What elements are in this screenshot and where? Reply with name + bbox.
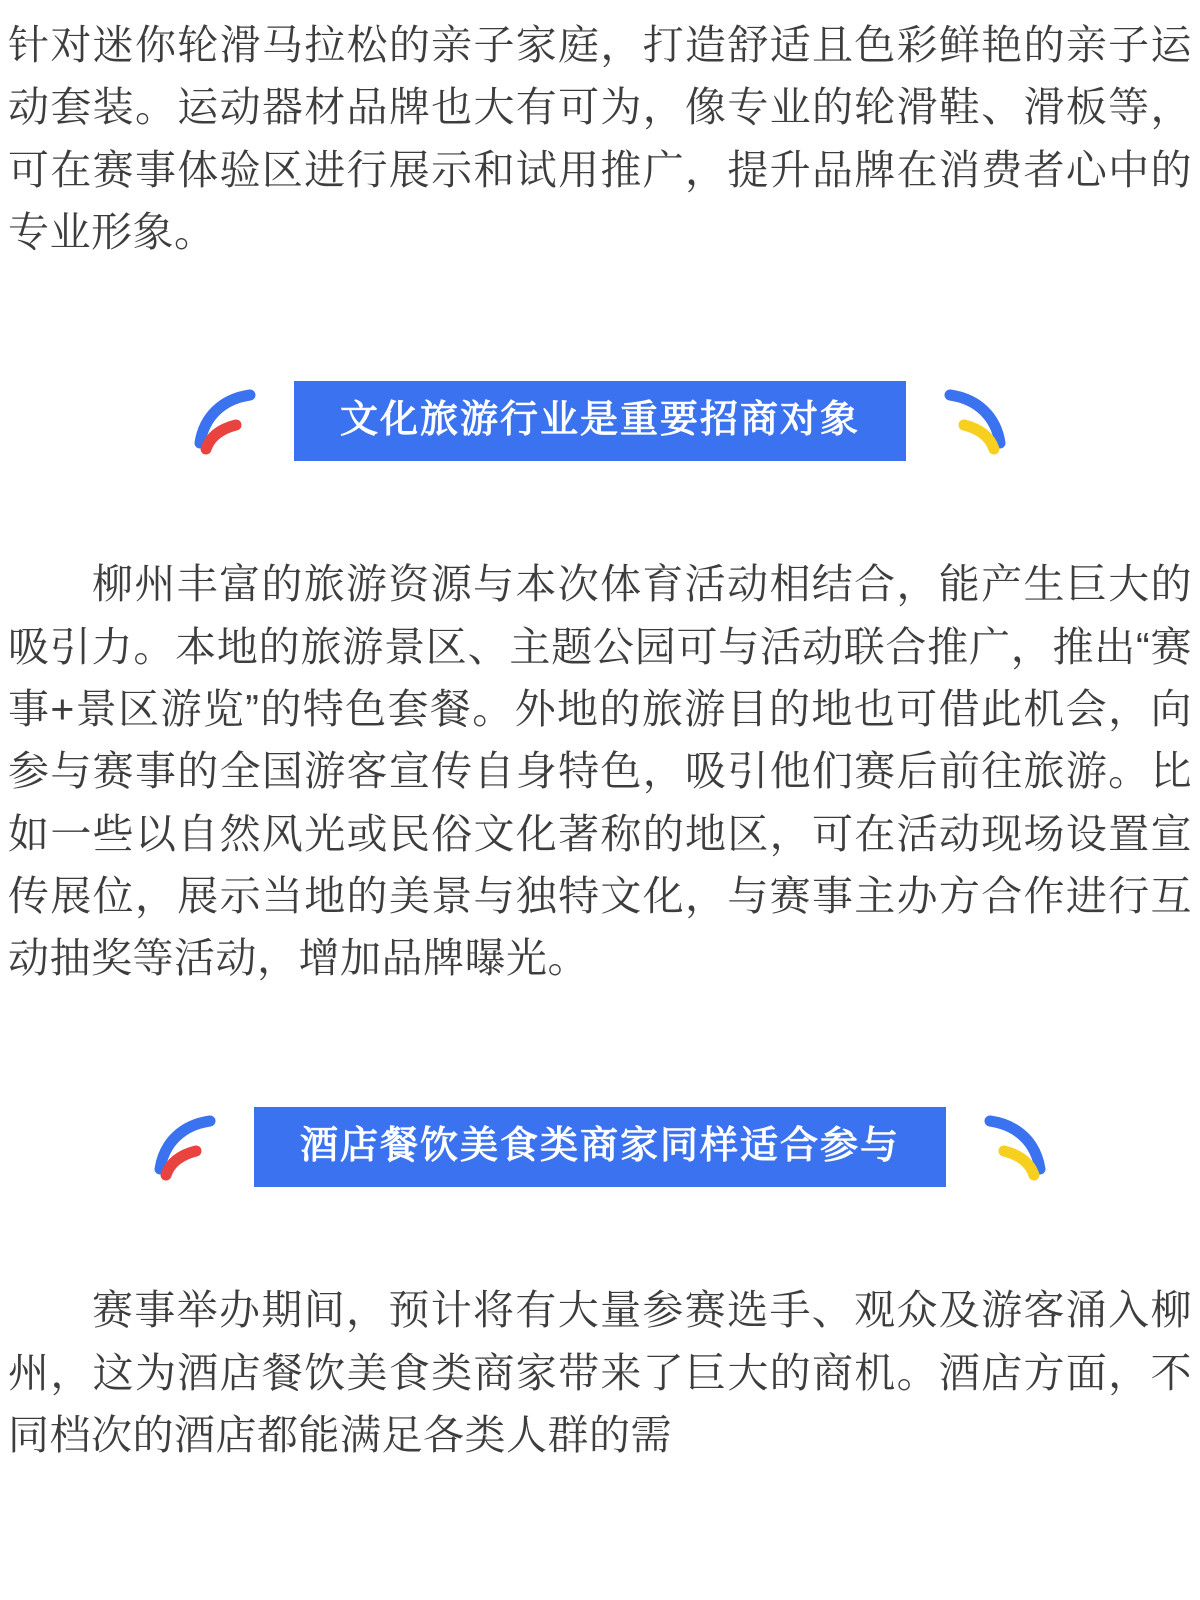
heading-2-label: 酒店餐饮美食类商家同样适合参与 [254,1107,946,1187]
spacer-after-heading-2 [0,1187,1200,1279]
swoosh-left-icon [192,385,268,457]
paragraph-tourism-resources: 柳州丰富的旅游资源与本次体育活动相结合，能产生巨大的吸引力。本地的旅游景区、主题公园可与活动联合推广，推出“赛事+景区游览”的特色套餐。外地的旅游目的地也可借此机会，向参与赛事的全国游客宣传自身特色，吸引他们赛后前往旅游。比如一些以自然风光或民俗文化著称的地区，可在活动现场设置宣传展位，展示当地的美景与独特文化，与赛事主办方合作进行互动抽奖等活动，增加品牌曝光。 [8,561,1192,982]
top-spacer [0,0,1200,14]
spacer-before-heading-2 [0,989,1200,1107]
swoosh-left-icon [152,1111,228,1183]
swoosh-right-icon [932,385,1008,457]
heading-1-label: 文化旅游行业是重要招商对象 [294,381,906,461]
spacer-after-heading-1 [0,461,1200,553]
paragraph-hotel-catering: 赛事举办期间，预计将有大量参赛选手、观众及游客涌入柳州，这为酒店餐饮美食类商家带来了巨大的商机。酒店方面，不同档次的酒店都能满足各类人群的需 [8,1287,1192,1459]
spacer-before-heading-1 [0,263,1200,381]
section-heading-culture-tourism [0,381,1200,461]
paragraph-sports-equipment: 针对迷你轮滑马拉松的亲子家庭，打造舒适且色彩鲜艳的亲子运动套装。运动器材品牌也大有可为，像专业的轮滑鞋、滑板等，可在赛事体验区进行展示和试用推广，提升品牌在消费者心中的专业形象。 [8,22,1192,255]
section-heading-hotel-catering [0,1107,1200,1187]
swoosh-right-icon [972,1111,1048,1183]
